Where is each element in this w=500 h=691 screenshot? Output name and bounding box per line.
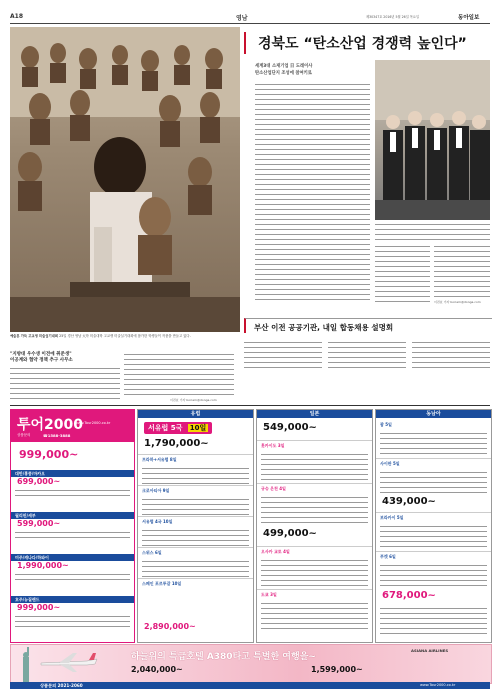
second-headline: 부산 이전 공공기관, 내일 합동채용 설명회 bbox=[254, 323, 394, 332]
japan-item-lines bbox=[261, 601, 368, 631]
asiana-airline-name: ASIANA AIRLINES bbox=[411, 648, 449, 653]
left-column-headline bbox=[10, 352, 120, 364]
europe-item-lines bbox=[142, 528, 249, 546]
tour2000-row-0 bbox=[11, 470, 134, 510]
lead-body-column-3 bbox=[434, 244, 490, 300]
left-column-body bbox=[10, 366, 120, 402]
japan-header: 일본 bbox=[257, 410, 372, 418]
tour2000-phone: ☎1588-3888 bbox=[43, 433, 71, 438]
asia-price-1: 439,000~ bbox=[382, 496, 436, 507]
second-body-column-2 bbox=[328, 340, 406, 368]
tour2000-main-price: 999,000~ bbox=[19, 448, 79, 461]
japan-price-2: 499,000~ bbox=[263, 528, 317, 539]
second-headline-bar bbox=[244, 318, 492, 333]
lead-headline: 경북도 “탄소산업 경쟁력 높인다” bbox=[258, 36, 467, 52]
asia-item: 사이판 5일 bbox=[376, 458, 491, 469]
japan-item-list-2 bbox=[257, 546, 372, 632]
tour2000-row-3 bbox=[11, 596, 134, 640]
photo-caption bbox=[10, 334, 240, 348]
sculpture-scene-illustration bbox=[10, 27, 240, 332]
tour2000-row-lines bbox=[15, 488, 130, 500]
asia-item-lines bbox=[380, 470, 487, 496]
tour2000-phone-label: 상품문의 bbox=[17, 433, 31, 437]
lead-photo-caption-lines bbox=[375, 222, 490, 240]
left-headline-a: "지방대 우수생 이전에 취준생" bbox=[10, 352, 72, 357]
europe-item: 스페인 포르투갈 10일 bbox=[138, 578, 253, 589]
asia-item-lines bbox=[380, 524, 487, 550]
photo-caption-title: 예술혼 가득 고교생 미술실기대회 bbox=[10, 334, 59, 338]
page-number: A18 bbox=[10, 13, 23, 20]
lead-headline-bar bbox=[244, 32, 492, 54]
tour2000-row-lines bbox=[15, 530, 130, 542]
asia-header: 동남아 bbox=[376, 410, 491, 418]
europe-item: 서유럽 4국 10일 bbox=[138, 516, 253, 527]
japan-item-lines bbox=[261, 452, 368, 482]
issue-date: 제30347호 2016년 5월 26일 목요일 bbox=[366, 15, 420, 19]
asiana-price-2: 1,599,000~ bbox=[311, 665, 363, 674]
asia-item-lines bbox=[380, 563, 487, 589]
lead-photo bbox=[10, 27, 240, 332]
asiana-banner-text: 하늘위의 특급호텔 A380타고 특별한 여행을~ bbox=[131, 652, 316, 662]
tour2000-row-price: 699,000~ bbox=[17, 477, 61, 486]
tour2000-site: www.Tour2000.co.kr bbox=[75, 421, 111, 425]
europe-price-2: 2,890,000~ bbox=[144, 622, 196, 631]
europe-price-1: 1,790,000~ bbox=[144, 438, 209, 449]
tour2000-row-title: 대만/홍콩/마카오 bbox=[11, 470, 134, 477]
tour2000-row-lines bbox=[15, 572, 130, 584]
europe-ad bbox=[137, 409, 254, 643]
lead-subheads bbox=[255, 64, 370, 77]
lead-byline: 이권효 기자 boriam@donga.com bbox=[434, 300, 481, 304]
japan-item: 오사카 교토 4일 bbox=[257, 546, 372, 557]
europe-header: 유럽 bbox=[138, 410, 253, 418]
europe-tag bbox=[144, 422, 212, 434]
tour2000-row-price: 599,000~ bbox=[17, 519, 61, 528]
second-body-column-3 bbox=[412, 340, 490, 368]
asiana-banner bbox=[10, 644, 492, 684]
lead-body-column-1 bbox=[255, 82, 370, 304]
asia-footer-lines bbox=[380, 606, 487, 636]
left-column-body-2 bbox=[124, 352, 234, 398]
lead-subhead-2: 탄소산업단지 조성에 참여키로 bbox=[255, 70, 312, 76]
statue-of-liberty-illustration bbox=[13, 645, 39, 683]
page-header bbox=[10, 13, 490, 24]
asia-item: 푸켓 6일 bbox=[376, 551, 491, 562]
lead-body-column-2 bbox=[375, 244, 430, 304]
article-ad-divider bbox=[10, 405, 490, 406]
left-column-byline: 이권효 기자 boriam@donga.com bbox=[170, 398, 217, 402]
ceremony-people-illustration bbox=[375, 60, 490, 220]
photo-caption-text: 25일 경산 영남 大학 미술대학 고교생 미술실기대회에 참가한 학생들이 작품을 만들고 있다. bbox=[59, 334, 191, 338]
europe-item-lines bbox=[142, 559, 249, 577]
tour2000-row-lines bbox=[15, 614, 130, 628]
asia-ad bbox=[375, 409, 492, 643]
brand-name: 동아일보 bbox=[458, 15, 480, 21]
lead-event-photo bbox=[375, 60, 490, 220]
europe-item: 프라하+서유럽 8일 bbox=[138, 454, 253, 465]
asiana-footer-right: www.Tour2000.co.kr bbox=[420, 682, 456, 687]
airplane-icon bbox=[39, 651, 99, 673]
asia-price-2: 678,000~ bbox=[382, 590, 436, 601]
asia-item-list bbox=[376, 420, 491, 497]
europe-item-list bbox=[138, 454, 253, 589]
europe-tag-days: 10일 bbox=[189, 424, 207, 432]
japan-item-lines bbox=[261, 495, 368, 525]
europe-tag-title: 서유럽 5국 bbox=[148, 424, 183, 432]
second-body-column-1 bbox=[244, 340, 322, 368]
asiana-footer-left: 상품문의 2021-2060 bbox=[40, 682, 83, 688]
asia-item: 보라카이 5일 bbox=[376, 512, 491, 523]
tour2000-row-title: 호주/뉴질랜드 bbox=[11, 596, 134, 603]
asia-item-list-2 bbox=[376, 512, 491, 590]
left-headline-b: 이공계와 협약 정책 추구 사무소 bbox=[10, 358, 73, 363]
asia-item: 괌 5일 bbox=[380, 422, 392, 427]
tour2000-row-price: 1,990,000~ bbox=[17, 561, 69, 570]
asia-item-lines bbox=[380, 431, 487, 457]
lead-subhead-1: 세계3대 소재기업 日 도레이사 bbox=[255, 64, 313, 69]
japan-item-list bbox=[257, 440, 372, 526]
europe-item: 크로아티아 9일 bbox=[138, 485, 253, 496]
japan-item-lines bbox=[261, 558, 368, 588]
japan-item: 도쿄 3일 bbox=[257, 589, 372, 600]
section-name: 영남 bbox=[236, 15, 248, 22]
europe-item-lines bbox=[142, 497, 249, 515]
asiana-footer-bar bbox=[10, 682, 490, 689]
japan-price-1: 549,000~ bbox=[263, 422, 317, 433]
tour2000-row-price: 999,000~ bbox=[17, 603, 61, 612]
europe-item: 스위스 6일 bbox=[138, 547, 253, 558]
europe-item-lines bbox=[142, 466, 249, 484]
japan-item: 홋카이도 3일 bbox=[257, 440, 372, 451]
tour2000-row-2 bbox=[11, 554, 134, 594]
japan-ad bbox=[256, 409, 373, 643]
asiana-price-1: 2,040,000~ bbox=[131, 665, 183, 674]
tour2000-logo: 투어2000 bbox=[17, 417, 84, 433]
japan-item: 규슈 온천 4일 bbox=[257, 483, 372, 494]
tour2000-row-title: 필리핀/세부 bbox=[11, 512, 134, 519]
tour2000-row-1 bbox=[11, 512, 134, 552]
tour2000-ad bbox=[10, 409, 135, 643]
tour2000-row-title: 미주/캐나다/하와이 bbox=[11, 554, 134, 561]
tour2000-logo-bar bbox=[11, 410, 134, 442]
